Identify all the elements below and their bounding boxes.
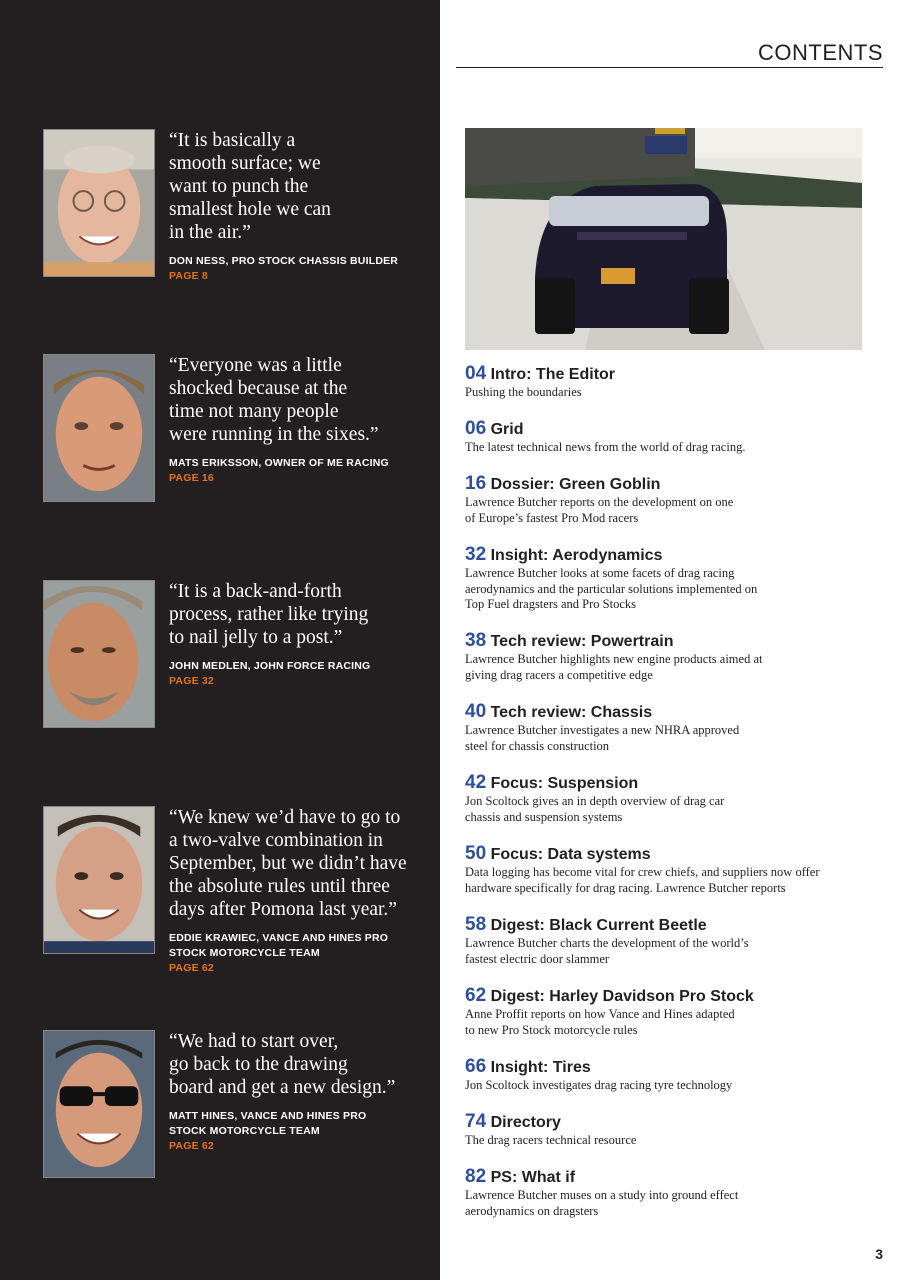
toc-description: Lawrence Butcher investigates a new NHRA approved steel for chassis construction <box>465 723 740 753</box>
hero-drag-car-image <box>465 128 862 350</box>
toc-description: Anne Proffit reports on how Vance and Hines adapted to new Pro Stock motorcycle rules <box>465 1007 735 1037</box>
toc-title: Grid <box>490 421 524 438</box>
toc-item[interactable] <box>465 631 885 683</box>
toc-page-number: 38 <box>465 630 487 651</box>
toc-description: Lawrence Butcher highlights new engine products aimed at giving drag racers a competitive edge <box>465 652 763 682</box>
page-number: 3 <box>875 1246 883 1262</box>
toc-page-number: 50 <box>465 843 487 864</box>
quote-text: “It is a back-and-forth process, rather like trying to nail jelly to a post.” JOHN MEDLEN, JOHN FORCE RACING PAGE 32 <box>169 580 431 689</box>
toc-title: Insight: Tires <box>490 1059 591 1076</box>
toc-description: The drag racers technical resource <box>465 1133 637 1147</box>
toc-page-number: 66 <box>465 1056 487 1077</box>
toc-page-number: 58 <box>465 914 487 935</box>
toc-title: Digest: Black Current Beetle <box>490 917 707 934</box>
toc-description: Lawrence Butcher reports on the development on one of Europe’s fastest Pro Mod racers <box>465 495 734 525</box>
toc-title: Tech review: Chassis <box>490 704 653 721</box>
toc-item[interactable] <box>465 1167 885 1219</box>
toc-page-number: 74 <box>465 1111 487 1132</box>
quote-text: “We had to start over, go back to the drawing board and get a new design.” MATT HINES, VANCE AND HINES PRO STOCK MOTORCYCLE TEAM PAGE 62 <box>169 1030 431 1154</box>
quote-text: “We knew we’d have to go to a two-valve combination in September, but we didn’t have the absolute rules until three days after Pomona last year.” EDDIE KRAWIEC, VANCE AND HINES PRO STOCK MOTORCYCLE TEAM PAGE 62 <box>169 806 431 976</box>
toc-title: Dossier: Green Goblin <box>490 476 661 493</box>
toc-item[interactable] <box>465 702 885 754</box>
quote-text: “It is basically a smooth surface; we want to punch the smallest hole we can in the air.” DON NESS, PRO STOCK CHASSIS BUILDER PAGE 8 <box>169 129 431 284</box>
toc-item[interactable] <box>465 1057 885 1094</box>
toc-page-number: 06 <box>465 418 487 439</box>
toc-description: Lawrence Butcher muses on a study into ground effect aerodynamics on dragsters <box>465 1188 739 1218</box>
quote-page-ref[interactable]: PAGE 8 <box>169 270 208 282</box>
toc-page-number: 04 <box>465 363 487 384</box>
toc-item[interactable] <box>465 1112 885 1149</box>
portrait-matt-hines <box>43 1030 155 1178</box>
portrait-eddie-krawiec <box>43 806 155 954</box>
page-title: CONTENTS <box>758 40 883 65</box>
quote-attribution: JOHN MEDLEN, JOHN FORCE RACING <box>169 660 371 672</box>
toc-item[interactable] <box>465 773 885 825</box>
quote-page-ref[interactable]: PAGE 32 <box>169 675 214 687</box>
toc-description: Jon Scoltock gives an in depth overview of drag car chassis and suspension systems <box>465 794 725 824</box>
toc-item[interactable] <box>465 419 885 456</box>
toc-page-number: 16 <box>465 473 487 494</box>
toc-description: Pushing the boundaries <box>465 385 582 399</box>
toc-item[interactable] <box>465 364 885 401</box>
quote-page-ref[interactable]: PAGE 62 <box>169 1140 214 1152</box>
toc-title: PS: What if <box>490 1169 576 1186</box>
toc-item[interactable] <box>465 915 885 967</box>
toc-description: Lawrence Butcher charts the development of the world’s fastest electric door slammer <box>465 936 749 966</box>
quote-attribution: DON NESS, PRO STOCK CHASSIS BUILDER <box>169 255 399 267</box>
portrait-john-medlen <box>43 580 155 728</box>
header-divider <box>456 67 883 68</box>
quote-page-ref[interactable]: PAGE 16 <box>169 472 214 484</box>
toc-page-number: 62 <box>465 985 487 1006</box>
toc-description: Data logging has become vital for crew chiefs, and suppliers now offer hardware specifically for drag racing. Lawrence Butcher reports <box>465 865 820 895</box>
toc-item[interactable] <box>465 844 885 896</box>
quote-text: “Everyone was a little shocked because at the time not many people were running in the sixes.” MATS ERIKSSON, OWNER OF ME RACING PAGE 16 <box>169 354 431 486</box>
quote-attribution: MATS ERIKSSON, OWNER OF ME RACING <box>169 457 389 469</box>
toc-page-number: 82 <box>465 1166 487 1187</box>
toc-title: Directory <box>490 1114 561 1131</box>
toc-item[interactable] <box>465 986 885 1038</box>
toc-description: Jon Scoltock investigates drag racing tyre technology <box>465 1078 733 1092</box>
toc-page-number: 42 <box>465 772 487 793</box>
toc-title: Digest: Harley Davidson Pro Stock <box>490 988 754 1005</box>
quote-attribution: EDDIE KRAWIEC, VANCE AND HINES PRO STOCK MOTORCYCLE TEAM <box>169 932 389 959</box>
toc-title: Tech review: Powertrain <box>490 633 674 650</box>
toc-title: Focus: Data systems <box>490 846 651 863</box>
toc-item[interactable] <box>465 474 885 526</box>
portrait-don-ness <box>43 129 155 277</box>
quote-page-ref[interactable]: PAGE 62 <box>169 962 214 974</box>
toc-title: Intro: The Editor <box>490 366 616 383</box>
toc-title: Focus: Suspension <box>490 775 639 792</box>
toc-item[interactable] <box>465 545 885 613</box>
toc-description: Lawrence Butcher looks at some facets of drag racing aerodynamics and the particular solutions implemented on Top Fuel dragsters and Pro Stocks <box>465 566 758 611</box>
toc-page-number: 32 <box>465 544 487 565</box>
toc-page-number: 40 <box>465 701 487 722</box>
toc-title: Insight: Aerodynamics <box>490 547 663 564</box>
quote-attribution: MATT HINES, VANCE AND HINES PRO STOCK MOTORCYCLE TEAM <box>169 1110 367 1137</box>
toc-description: The latest technical news from the world of drag racing. <box>465 440 746 454</box>
portrait-mats-eriksson <box>43 354 155 502</box>
